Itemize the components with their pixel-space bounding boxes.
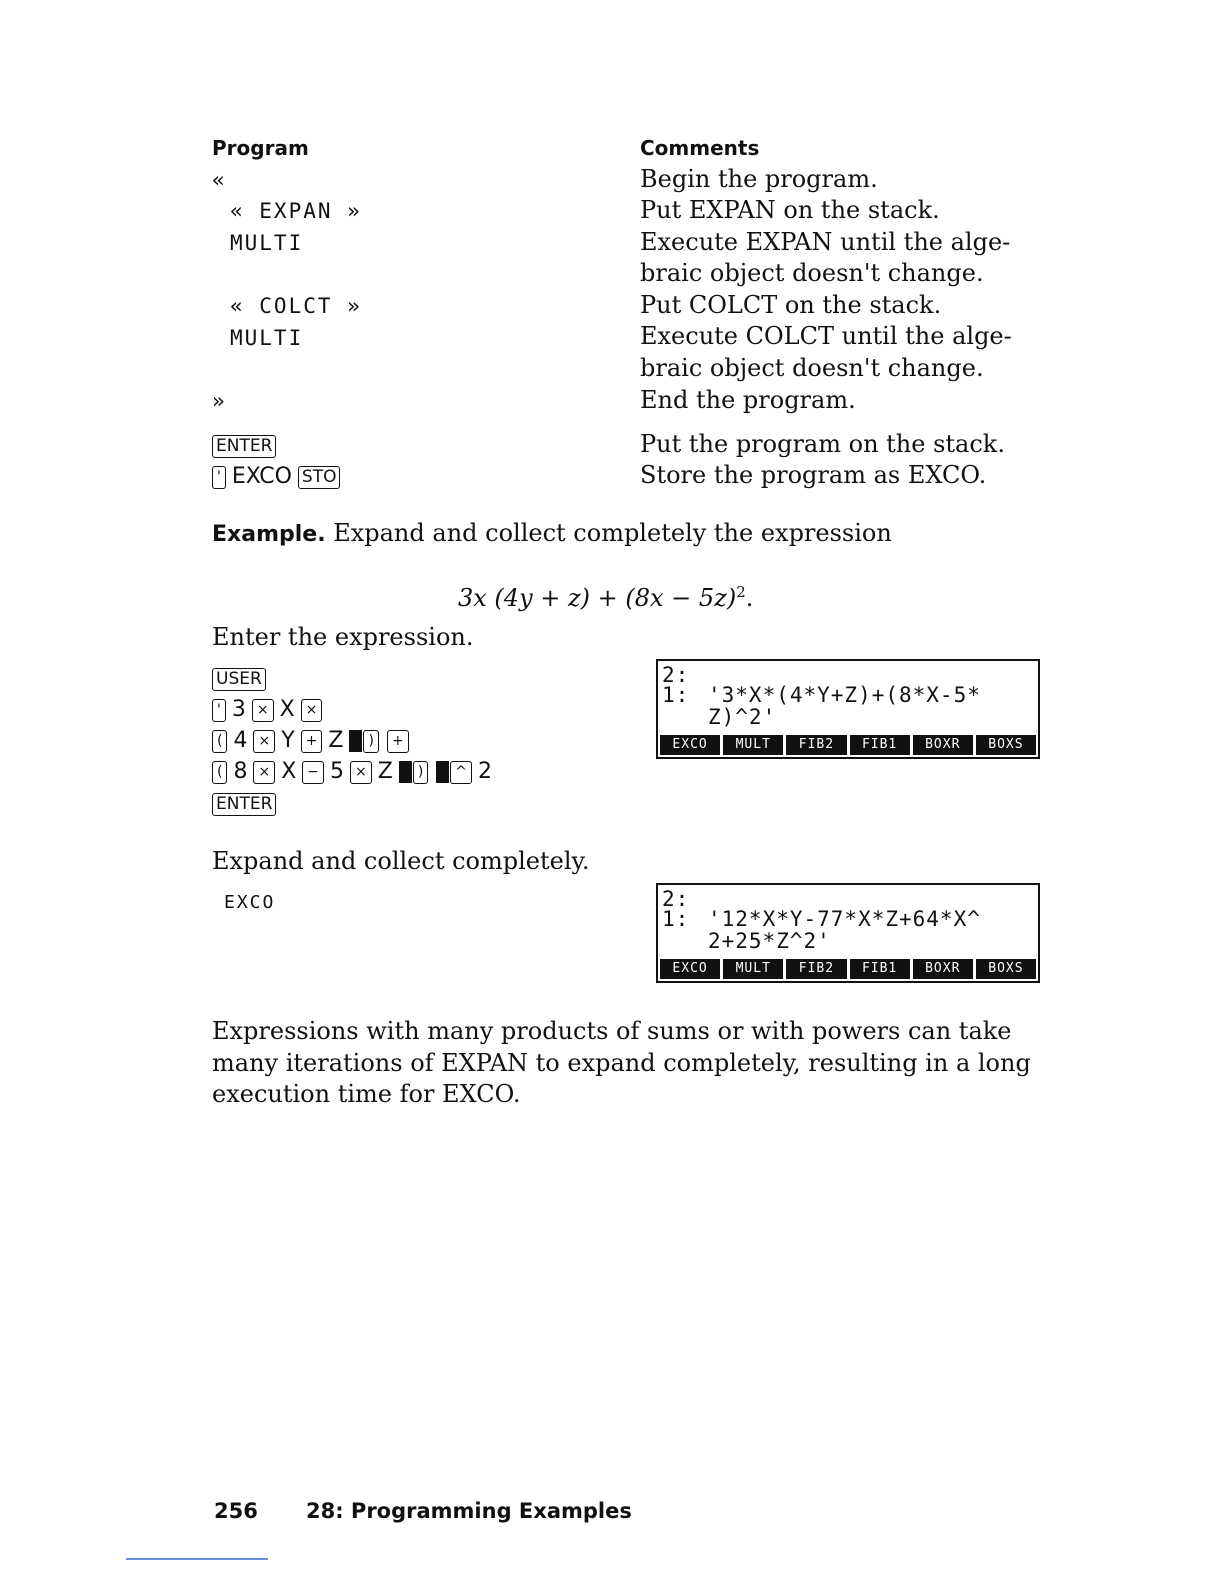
program-line: « [212,168,227,192]
stack-level-1-line2: 2+25*Z^2' [708,929,831,953]
comment-line: Begin the program. [640,165,878,193]
comment-line: End the program. [640,386,856,414]
variable-token: Y [281,728,295,753]
stack-level-1-line1: '12*X*Y-77*X*Z+64*X^ [708,907,981,931]
variable-token: X [279,697,295,722]
example-label: Example. [212,522,326,547]
softkey-mult[interactable]: MULT [723,735,783,755]
comment-line: Put EXPAN on the stack. [640,196,940,224]
plus-key[interactable]: + [387,730,409,753]
times-key[interactable]: × [253,761,275,784]
keystroke-line [212,726,411,756]
chapter-title: 28: Programming Examples [306,1499,632,1523]
digit-token: 8 [233,759,248,784]
keystroke-line-user [212,664,268,694]
keystroke-line-store [212,462,342,492]
stack-level-1-line2: Z)^2' [708,705,777,729]
softkey-boxr[interactable]: BOXR [913,959,973,979]
quote-key[interactable]: ' [212,466,226,489]
sto-key[interactable]: STO [298,466,341,489]
times-key[interactable]: × [350,761,372,784]
calculator-display-after [656,883,1040,983]
quote-key[interactable]: ' [212,699,226,722]
exco-name: EXCO [231,464,292,489]
program-line: MULTI [230,231,304,255]
power-key[interactable]: ^ [450,761,472,784]
softkey-fib1[interactable]: FIB1 [850,959,910,979]
example-text: Expand and collect completely the expression [333,519,892,547]
example-paragraph [212,518,892,550]
variable-token: X [281,759,297,784]
close-paren-key[interactable]: ) [413,761,428,784]
shift-key-icon[interactable] [436,761,449,783]
shift-key-icon[interactable] [349,730,362,752]
softkey-fib2[interactable]: FIB2 [786,959,846,979]
comment-line: Store the program as EXCO. [640,461,987,489]
comment-line: Execute EXPAN until the alge- [640,228,1011,256]
program-line: « EXPAN » [230,199,362,223]
expression-exponent: 2 [736,583,746,601]
enter-expression-text: Enter the expression. [212,623,474,651]
keystroke-line-enter [212,789,278,819]
expression-period: . [745,584,754,612]
keystroke-line [212,757,498,787]
calculator-display-before [656,659,1040,759]
keystroke-line-enter [212,431,278,461]
keystroke-line [212,695,324,725]
softkey-fib1[interactable]: FIB1 [850,735,910,755]
open-paren-key[interactable]: ( [212,730,227,753]
closing-paragraph-line: many iterations of EXPAN to expand completely, resulting in a long [212,1049,1031,1077]
user-key[interactable]: USER [212,668,266,691]
digit-token: 4 [233,728,248,753]
variable-token: Z [328,728,344,753]
times-key[interactable]: × [253,730,275,753]
digit-token: 3 [231,697,246,722]
program-line: » [212,389,227,413]
example-expression [458,577,753,614]
shift-key-icon[interactable] [399,761,412,783]
stack-level-1-label: 1: [662,907,690,931]
enter-key[interactable]: ENTER [212,793,276,816]
comment-line: Put COLCT on the stack. [640,291,942,319]
closing-paragraph-line: Expressions with many products of sums or with powers can take [212,1017,1012,1045]
softkey-mult[interactable]: MULT [723,959,783,979]
stack-level-1-label: 1: [662,683,690,707]
softkey-exco[interactable]: EXCO [660,959,720,979]
stack-level-2: 2: [662,887,690,911]
digit-token: 5 [330,759,345,784]
program-line: MULTI [230,326,304,350]
times-key[interactable]: × [252,699,274,722]
softkey-exco[interactable]: EXCO [660,735,720,755]
variable-token: Z [377,759,393,784]
softkey-boxs[interactable]: BOXS [976,735,1036,755]
softkey-boxs[interactable]: BOXS [976,959,1036,979]
expand-collect-text: Expand and collect completely. [212,847,590,875]
footer-rule [126,1558,268,1560]
closing-paragraph-line: execution time for EXCO. [212,1080,521,1108]
enter-key[interactable]: ENTER [212,435,276,458]
plus-key[interactable]: + [301,730,323,753]
comment-line: braic object doesn't change. [640,259,984,287]
page-number: 256 [214,1499,258,1523]
open-paren-key[interactable]: ( [212,761,227,784]
times-key[interactable]: × [301,699,323,722]
stack-level-1-line1: '3*X*(4*Y+Z)+(8*X-5* [708,683,981,707]
comments-column-heading: Comments [640,136,760,160]
close-paren-key[interactable]: ) [363,730,378,753]
exco-command: EXCO [224,892,276,913]
softkey-fib2[interactable]: FIB2 [786,735,846,755]
minus-key[interactable]: − [302,761,324,784]
program-column-heading: Program [212,136,309,160]
program-line: « COLCT » [230,294,362,318]
comment-line: Put the program on the stack. [640,430,1005,458]
softkey-menu [660,735,1036,755]
expression-main: 3x (4y + z) + (8x − 5z) [458,584,737,612]
digit-token: 2 [478,759,493,784]
stack-level-2: 2: [662,663,690,687]
softkey-menu [660,959,1036,979]
comment-line: Execute COLCT until the alge- [640,322,1012,350]
softkey-boxr[interactable]: BOXR [913,735,973,755]
comment-line: braic object doesn't change. [640,354,984,382]
